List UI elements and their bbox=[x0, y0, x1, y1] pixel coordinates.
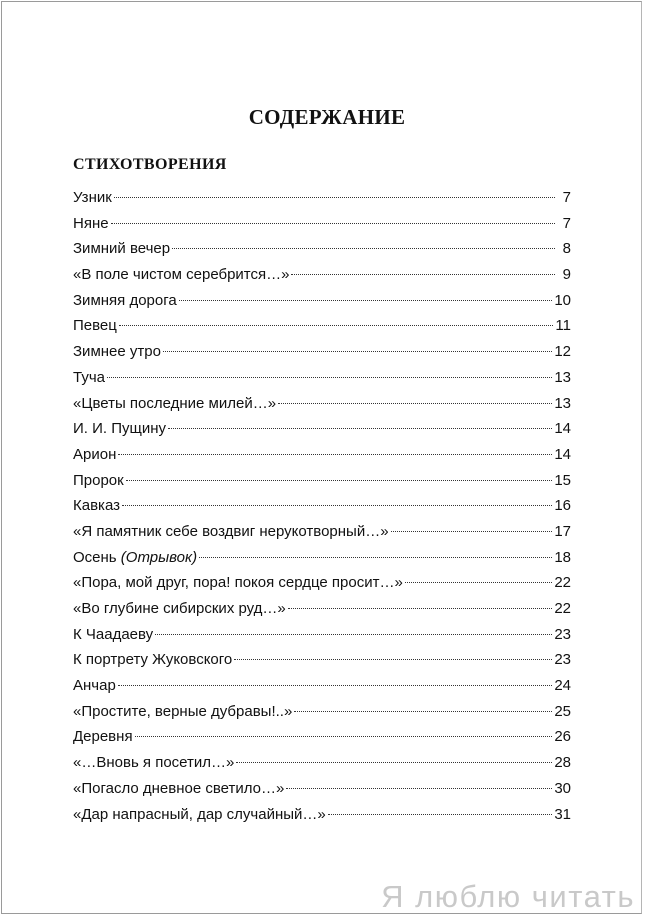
dot-leader bbox=[288, 608, 553, 609]
toc-entry-page: 30 bbox=[554, 779, 571, 797]
toc-entry bbox=[73, 290, 571, 316]
dot-leader bbox=[172, 248, 555, 249]
toc-entry-title: «Погасло дневное светило…» bbox=[73, 779, 285, 797]
dot-leader bbox=[286, 788, 552, 789]
toc-entry-page: 24 bbox=[554, 677, 571, 695]
toc-entry-page: 8 bbox=[562, 240, 571, 258]
toc-entry-page: 28 bbox=[554, 754, 571, 772]
toc-entry bbox=[73, 752, 571, 778]
toc-entry bbox=[73, 367, 571, 393]
toc-entry bbox=[73, 213, 571, 239]
dot-leader bbox=[234, 659, 552, 660]
toc-entry-page: 11 bbox=[555, 317, 571, 335]
dot-leader bbox=[126, 480, 553, 481]
toc-entry bbox=[73, 675, 571, 701]
toc-entry-title: Осень (Отрывок) bbox=[73, 548, 198, 566]
toc-entry-title: Арион bbox=[73, 445, 117, 463]
toc-entry-page: 31 bbox=[554, 805, 571, 823]
toc-entry bbox=[73, 264, 571, 290]
toc-entry-page: 14 bbox=[554, 420, 571, 438]
dot-leader bbox=[328, 814, 553, 815]
toc-entry-page: 16 bbox=[554, 497, 571, 515]
toc-entry-title: Деревня bbox=[73, 728, 133, 746]
page-title: СОДЕРЖАНИЕ bbox=[248, 105, 406, 129]
toc-entry-page: 23 bbox=[554, 625, 571, 643]
toc-entry-title: «Простите, верные дубравы!..» bbox=[73, 702, 293, 720]
toc-entry-page: 17 bbox=[554, 522, 571, 540]
toc-entry-page: 9 bbox=[562, 266, 571, 284]
toc-entry-subtitle: (Отрывок) bbox=[120, 548, 198, 566]
toc-entry-title: Узник bbox=[73, 189, 112, 206]
dot-leader bbox=[199, 557, 552, 558]
book-page bbox=[1, 1, 642, 914]
toc-entry-title: Кавказ bbox=[73, 497, 120, 515]
toc-entry-title: «Цветы последние милей…» bbox=[73, 394, 277, 412]
toc-entry-title: И. И. Пущину bbox=[73, 420, 167, 438]
dot-leader bbox=[155, 634, 552, 635]
toc-entry bbox=[73, 187, 571, 213]
toc-entry-page: 10 bbox=[554, 291, 571, 309]
toc-entry-page: 12 bbox=[554, 343, 571, 361]
dot-leader bbox=[122, 505, 552, 506]
toc-entry bbox=[73, 701, 571, 727]
section-heading: СТИХОТВОРЕНИЯ bbox=[73, 156, 227, 173]
dot-leader bbox=[294, 711, 552, 712]
toc-entry-title: «…Вновь я посетил…» bbox=[73, 754, 235, 772]
toc-entry-page: 26 bbox=[554, 728, 571, 746]
toc-entry bbox=[73, 521, 571, 547]
dot-leader bbox=[291, 274, 555, 275]
toc-entry-page: 18 bbox=[554, 548, 571, 566]
dot-leader bbox=[278, 403, 552, 404]
toc-entry bbox=[73, 238, 571, 264]
toc-entry-title: «В поле чистом серебрится…» bbox=[73, 266, 290, 284]
toc-entry-title: Туча bbox=[73, 368, 105, 386]
toc-entry-title: «Дар напрасный, дар случайный…» bbox=[73, 805, 326, 823]
toc-entry bbox=[73, 649, 571, 675]
toc-entry bbox=[73, 778, 571, 804]
toc-entry-title: К Чаадаеву bbox=[73, 625, 154, 643]
toc-entry-page: 14 bbox=[554, 445, 571, 463]
toc-entry-title: Пророк bbox=[73, 471, 124, 489]
toc-entry-page: 13 bbox=[554, 368, 571, 386]
table-of-contents bbox=[73, 187, 571, 829]
toc-entry-page: 23 bbox=[554, 651, 571, 669]
toc-entry bbox=[73, 341, 571, 367]
toc-entry bbox=[73, 726, 571, 752]
toc-entry bbox=[73, 598, 571, 624]
toc-entry-title: «Во глубине сибирских руд…» bbox=[73, 600, 286, 617]
toc-entry-title: Анчар bbox=[73, 677, 116, 695]
dot-leader bbox=[168, 428, 552, 429]
dot-leader bbox=[111, 223, 555, 224]
toc-entry-title: «Пора, мой друг, пора! покоя сердце просит…» bbox=[73, 574, 403, 592]
toc-entry-page: 7 bbox=[562, 189, 571, 206]
toc-entry-title: Няне bbox=[73, 214, 109, 232]
toc-entry bbox=[73, 393, 571, 419]
toc-entry bbox=[73, 470, 571, 496]
dot-leader bbox=[119, 325, 554, 326]
toc-entry bbox=[73, 547, 571, 573]
watermark: Я люблю читать bbox=[381, 879, 635, 914]
toc-entry bbox=[73, 315, 571, 341]
toc-entry-title: «Я памятник себе воздвиг нерукотворный…» bbox=[73, 522, 389, 540]
dot-leader bbox=[391, 531, 553, 532]
toc-entry-title: Зимняя дорога bbox=[73, 291, 177, 309]
dot-leader bbox=[163, 351, 552, 352]
toc-entry bbox=[73, 444, 571, 470]
toc-entry-page: 22 bbox=[554, 574, 571, 592]
dot-leader bbox=[405, 582, 552, 583]
toc-entry-page: 7 bbox=[562, 214, 571, 232]
toc-entry-title: Певец bbox=[73, 317, 117, 335]
toc-entry-title: Зимний вечер bbox=[73, 240, 171, 258]
toc-entry bbox=[73, 572, 571, 598]
toc-entry-page: 25 bbox=[554, 702, 571, 720]
dot-leader bbox=[236, 762, 552, 763]
dot-leader bbox=[114, 197, 555, 198]
dot-leader bbox=[135, 736, 553, 737]
toc-entry bbox=[73, 418, 571, 444]
toc-entry-page: 22 bbox=[554, 600, 571, 617]
toc-entry bbox=[73, 624, 571, 650]
dot-leader bbox=[118, 454, 552, 455]
toc-entry-page: 13 bbox=[554, 394, 571, 412]
toc-entry-page: 15 bbox=[554, 471, 571, 489]
toc-entry bbox=[73, 495, 571, 521]
toc-entry bbox=[73, 804, 571, 830]
toc-entry-title: К портрету Жуковского bbox=[73, 651, 233, 669]
dot-leader bbox=[179, 300, 553, 301]
dot-leader bbox=[118, 685, 553, 686]
dot-leader bbox=[107, 377, 552, 378]
toc-entry-title: Зимнее утро bbox=[73, 343, 161, 361]
